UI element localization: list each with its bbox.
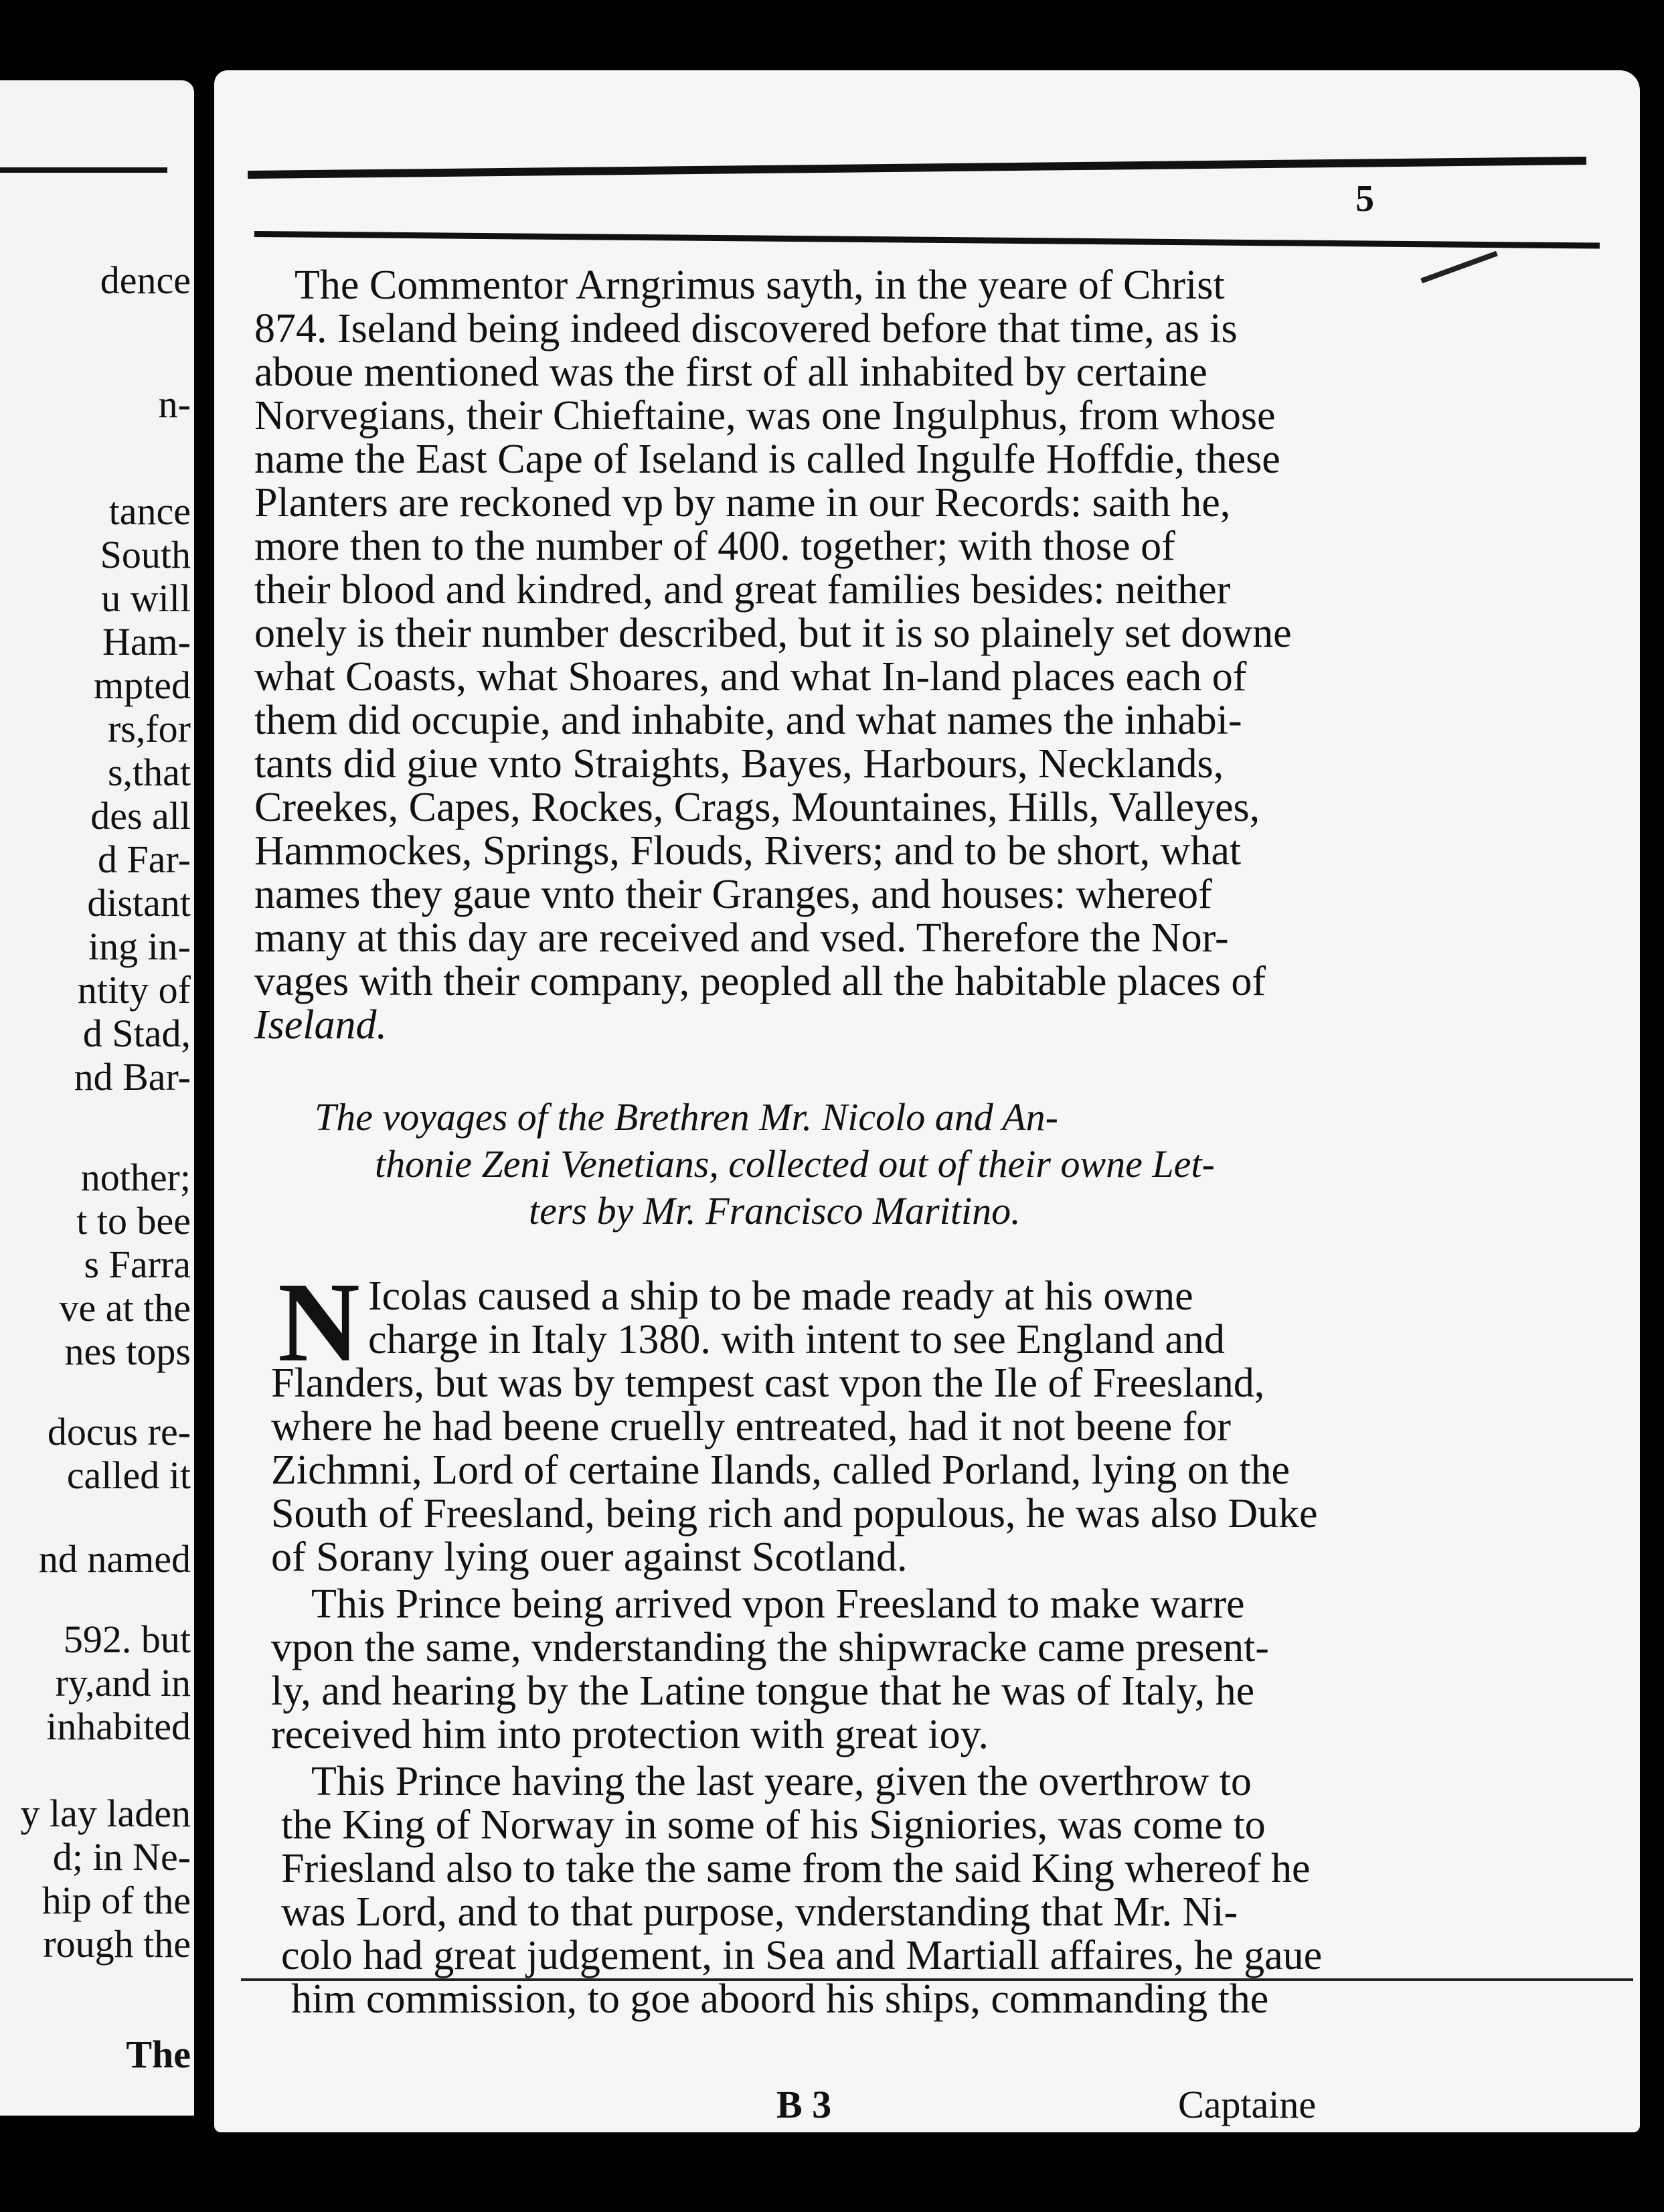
text-line: of Sorany lying ouer against Scotland. bbox=[271, 1534, 908, 1580]
text-line: Flanders, but was by tempest cast vpon the Ile of Freesland, bbox=[271, 1360, 1265, 1406]
text-line: Creekes, Capes, Rockes, Crags, Mountaines, Hills, Valleyes, bbox=[254, 785, 1260, 830]
drop-cap: N bbox=[278, 1259, 360, 1385]
left-page-line: d Far- bbox=[98, 838, 191, 881]
text-line: them did occupie, and inhabite, and what names the inhabi- bbox=[254, 698, 1242, 743]
left-page-fragment bbox=[0, 80, 194, 2116]
left-page-line: ry,and in bbox=[55, 1661, 191, 1705]
text-line: names they gaue vnto their Granges, and houses: whereof bbox=[254, 872, 1212, 917]
left-page-line: docus re- bbox=[47, 1410, 191, 1453]
text-line: charge in Italy 1380. with intent to see England and bbox=[368, 1317, 1225, 1362]
text-line: Planters are reckoned vp by name in our Records: saith he, bbox=[254, 480, 1231, 526]
text-line: aboue mentioned was the first of all inhabited by certaine bbox=[254, 349, 1208, 395]
page-gutter bbox=[194, 0, 214, 2212]
left-page-line: inhabited bbox=[46, 1705, 191, 1748]
right-page bbox=[214, 70, 1640, 2132]
left-page-line: South bbox=[100, 533, 191, 576]
left-page-line: s Farra bbox=[84, 1243, 191, 1286]
left-page-line: y lay laden bbox=[20, 1792, 191, 1835]
left-page-line: hip of the bbox=[41, 1879, 191, 1922]
left-page-line: mpted bbox=[94, 663, 191, 707]
left-page-line: Ham- bbox=[102, 620, 191, 663]
text-line: This Prince being arrived vpon Freesland to make warre bbox=[311, 1581, 1245, 1627]
text-line: Hammockes, Springs, Flouds, Rivers; and to be short, what bbox=[254, 828, 1242, 874]
text-line: name the East Cape of Iseland is called Ingulfe Hoffdie, these bbox=[254, 437, 1280, 482]
text-line: This Prince having the last yeare, given the overthrow to bbox=[311, 1759, 1252, 1804]
header-rule-top bbox=[248, 157, 1586, 179]
text-line: their blood and kindred, and great families besides: neither bbox=[254, 567, 1231, 613]
text-line: Friesland also to take the same from the said King whereof he bbox=[281, 1846, 1311, 1891]
left-page-line: nd named bbox=[38, 1537, 191, 1581]
text-line: tants did giue vnto Straights, Bayes, Harbours, Necklands, bbox=[254, 741, 1224, 787]
catchword: Captaine bbox=[1178, 2083, 1317, 2126]
left-page-line: 592. but bbox=[63, 1617, 191, 1661]
text-line: vpon the same, vnderstanding the shipwracke came present- bbox=[271, 1625, 1269, 1670]
left-page-line: s,that bbox=[107, 750, 191, 794]
section-heading-line: thonie Zeni Venetians, collected out of their owne Let- bbox=[375, 1142, 1215, 1186]
text-line: Norvegians, their Chieftaine, was one Ingulphus, from whose bbox=[254, 393, 1276, 439]
text-line: many at this day are received and vsed. Therefore the Nor- bbox=[254, 915, 1229, 961]
text-line: South of Freesland, being rich and populous, he was also Duke bbox=[271, 1491, 1318, 1536]
left-page-line: ing in- bbox=[88, 925, 191, 968]
left-page-line: ve at the bbox=[59, 1286, 191, 1330]
text-line: Iseland. bbox=[254, 1002, 388, 1048]
page-number: 5 bbox=[1355, 178, 1374, 220]
marginal-pen-stroke bbox=[1420, 251, 1497, 284]
section-heading-line: ters by Mr. Francisco Maritino. bbox=[529, 1189, 1021, 1233]
left-page-line: distant bbox=[87, 881, 191, 925]
left-page-line: nother; bbox=[80, 1156, 191, 1199]
text-line: onely is their number described, but it is so plainely set downe bbox=[254, 611, 1292, 656]
left-page-header-rule bbox=[0, 167, 167, 173]
text-line: The Commentor Arngrimus sayth, in the yeare of Christ bbox=[295, 262, 1225, 308]
left-page-line: t to bee bbox=[76, 1199, 191, 1243]
text-line: more then to the number of 400. together; with those of bbox=[254, 524, 1175, 569]
text-line: the King of Norway in some of his Signiories, was come to bbox=[281, 1802, 1266, 1848]
left-page-line: called it bbox=[66, 1453, 191, 1497]
text-line: ly, and hearing by the Latine tongue that he was of Italy, he bbox=[271, 1668, 1255, 1714]
text-line: what Coasts, what Shoares, and what In-land places each of bbox=[254, 654, 1247, 700]
text-line: colo had great judgement, in Sea and Martiall affaires, he gaue bbox=[281, 1933, 1323, 1978]
text-line: Icolas caused a ship to be made ready at his owne bbox=[368, 1273, 1193, 1319]
left-page-line: ntity of bbox=[77, 968, 191, 1012]
left-page-line: rs,for bbox=[107, 707, 191, 750]
text-line: 874. Iseland being indeed discovered before that time, as is bbox=[254, 306, 1238, 351]
signature-mark: B 3 bbox=[776, 2083, 832, 2126]
left-page-line: n- bbox=[158, 382, 191, 426]
text-line: was Lord, and to that purpose, vnderstanding that Mr. Ni- bbox=[281, 1889, 1238, 1935]
header-rule-bottom bbox=[254, 231, 1600, 249]
left-page-line: nd Bar- bbox=[74, 1055, 191, 1099]
left-page-line: rough the bbox=[43, 1922, 191, 1966]
left-page-line: d Stad, bbox=[82, 1012, 191, 1055]
text-line: received him into protection with great ioy. bbox=[271, 1712, 989, 1757]
left-page-line: u will bbox=[101, 576, 191, 620]
text-line: Zichmni, Lord of certaine Ilands, called Porland, lying on the bbox=[271, 1447, 1290, 1493]
left-page-line: dence bbox=[100, 258, 191, 302]
text-line: vages with their company, peopled all the habitable places of bbox=[254, 959, 1266, 1004]
left-page-line: d; in Ne- bbox=[52, 1835, 191, 1879]
section-heading-line: The voyages of the Brethren Mr. Nicolo and An- bbox=[315, 1095, 1058, 1139]
left-page-line: nes tops bbox=[64, 1330, 191, 1373]
text-line: him commission, to goe aboord his ships, commanding the bbox=[291, 1976, 1269, 2022]
left-page-catchword: The bbox=[126, 2033, 191, 2076]
text-line: where he had beene cruelly entreated, had it not beene for bbox=[271, 1404, 1231, 1449]
left-page-line: tance bbox=[108, 489, 191, 533]
left-page-line: des all bbox=[90, 794, 191, 838]
